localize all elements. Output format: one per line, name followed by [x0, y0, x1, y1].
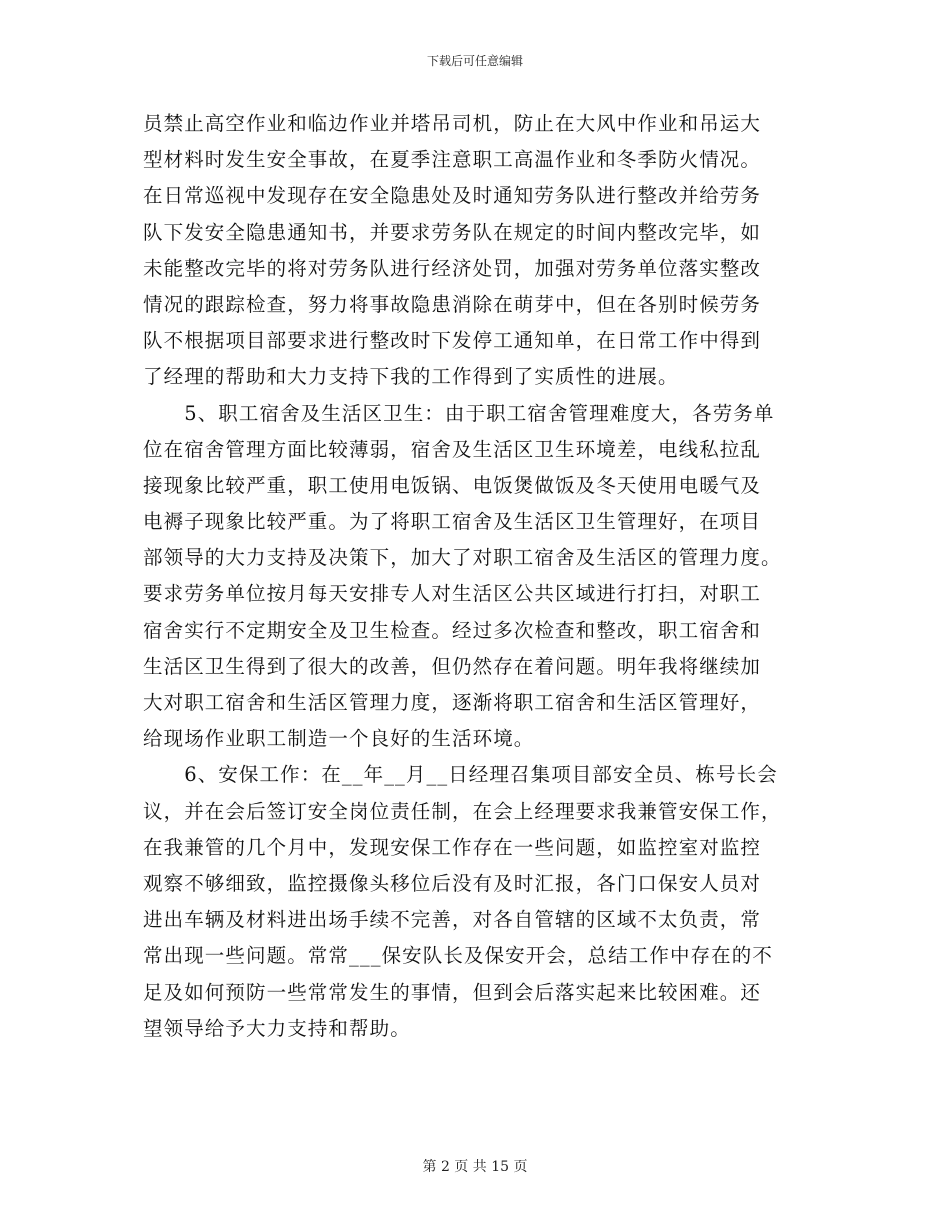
section-6-heading-line: 6、安保工作：在__年__月__日经理召集项目部安全员、栋号长会	[143, 763, 778, 787]
text-line: 常出现一些问题。常常___保安队长及保安开会，总结工作中存在的不	[143, 944, 773, 968]
text-line: 要求劳务单位按月每天安排专人对生活区公共区域进行打扫，对职工	[143, 582, 762, 606]
text-line: 进出车辆及材料进出场手续不完善，对各自管辖的区域不太负责，常	[143, 908, 762, 932]
text-line: 足及如何预防一些常常发生的事情，但到会后落实起来比较困难。还	[143, 980, 762, 1004]
text-line: 在我兼管的几个月中，发现安保工作存在一些问题，如监控室对监控	[143, 835, 762, 859]
text-line: 未能整改完毕的将对劳务队进行经济处罚，加强对劳务单位落实整改	[143, 256, 762, 280]
text-line: 议，并在会后签订安全岗位责任制，在会上经理要求我兼管安保工作，	[143, 799, 782, 823]
text-line: 在日常巡视中发现存在安全隐患处及时通知劳务队进行整改并给劳务	[143, 184, 762, 208]
text-line: 位在宿舍管理方面比较薄弱，宿舍及生活区卫生环境差，电线私拉乱	[143, 437, 762, 461]
text-line: 员禁止高空作业和临边作业并塔吊司机，防止在大风中作业和吊运大	[143, 112, 762, 135]
document-body	[143, 106, 815, 1047]
page-footer-number: 第 2 页 共 15 页	[422, 1159, 528, 1175]
text-line: 型材料时发生安全事故，在夏季注意职工高温作业和冬季防火情况。	[143, 148, 762, 172]
text-line: 队下发安全隐患通知书，并要求劳务队在规定的时间内整改完毕，如	[143, 220, 762, 244]
text-line: 队不根据项目部要求进行整改时下发停工通知单，在日常工作中得到	[143, 329, 762, 353]
text-line: 大对职工宿舍和生活区管理力度，逐渐将职工宿舍和生活区管理好，	[143, 691, 762, 714]
text-line: 观察不够细致，监控摄像头移位后没有及时汇报，各门口保安人员对	[143, 871, 762, 895]
text-line: 电褥子现象比较严重。为了将职工宿舍及生活区卫生管理好，在项目	[143, 510, 762, 534]
text-line: 生活区卫生得到了很大的改善，但仍然存在着问题。明年我将继续加	[143, 654, 762, 678]
text-line: 部领导的大力支持及决策下，加大了对职工宿舍及生活区的管理力度。	[143, 546, 782, 570]
text-line: 情况的跟踪检查，努力将事故隐患消除在萌芽中，但在各别时候劳务	[143, 292, 762, 316]
text-line: 给现场作业职工制造一个良好的生活环境。	[143, 727, 535, 751]
section-5-heading-line: 5、职工宿舍及生活区卫生：由于职工宿舍管理难度大，各劳务单	[143, 401, 775, 425]
text-line: 了经理的帮助和大力支持下我的工作得到了实质性的进展。	[143, 365, 679, 389]
text-line: 宿舍实行不定期安全及卫生检查。经过多次检查和整改，职工宿舍和	[143, 618, 762, 642]
text-line: 望领导给予大力支持和帮助。	[143, 1016, 411, 1040]
page-header-note: 下载后可任意编辑	[426, 54, 523, 68]
text-line: 接现象比较严重，职工使用电饭锅、电饭煲做饭及冬天使用电暖气及	[143, 473, 762, 497]
